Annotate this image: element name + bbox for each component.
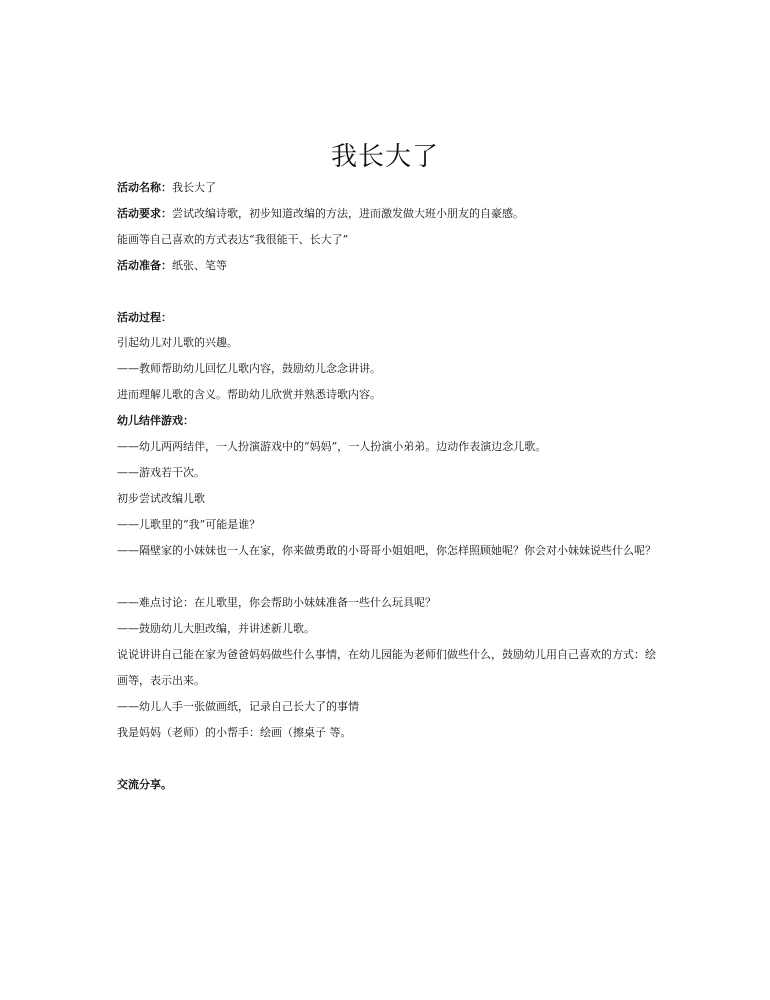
- paragraph-line: 引起幼儿对儿歌的兴趣。: [117, 336, 238, 349]
- activity-name-label: 活动名称：: [117, 181, 172, 194]
- preparation-value: 纸张、笔等: [172, 259, 227, 272]
- paragraph-line: ——幼儿两两结伴，一人扮演游戏中的“妈妈”，一人扮演小弟弟。边动作表演边念儿歌。: [117, 440, 547, 453]
- preparation-line: [117, 258, 657, 274]
- requirements-line: [117, 206, 657, 222]
- document-title: 我长大了: [330, 142, 439, 172]
- paragraph-line: ——鼓励幼儿大胆改编，并讲述新儿歌。: [117, 622, 315, 635]
- paragraph-line: 进而理解儿歌的含义。帮助幼儿欣赏并熟悉诗歌内容。: [117, 388, 381, 401]
- paragraph-line: ——儿歌里的“我”可能是谁？: [117, 518, 261, 531]
- process-heading: 活动过程：: [117, 311, 172, 324]
- share-heading: 交流分享。: [117, 778, 172, 791]
- requirements-value: 尝试改编诗歌，初步知道改编的方法，进而激发做大班小朋友的自豪感。: [172, 207, 524, 220]
- paragraph-line: ——教师帮助幼儿回忆儿歌内容，鼓励幼儿念念讲讲。: [117, 362, 381, 375]
- paragraph-line: ——隔壁家的小妹妹也一人在家，你来做勇敢的小哥哥小姐姐吧，你怎样照顾她呢？你会对小妹妹说些什么呢？: [117, 544, 656, 557]
- activity-name-line: [117, 180, 657, 196]
- paragraph-line: ——难点讨论：在儿歌里，你会帮助小妹妹准备一些什么玩具呢？: [117, 596, 436, 609]
- paragraph-line: 说说讲讲自己能在家为爸爸妈妈做些什么事情，在幼儿园能为老师们做些什么，鼓励幼儿用自己喜欢的方式：绘画等，表示出来。: [117, 648, 656, 687]
- requirements-line-2: 能画等自己喜欢的方式表达“我很能干、长大了”: [117, 233, 349, 246]
- paragraph-line: ——游戏若干次。: [117, 466, 205, 479]
- requirements-label: 活动要求：: [117, 207, 172, 220]
- paragraph-line: 初步尝试改编儿歌: [117, 492, 205, 505]
- preparation-label: 活动准备：: [117, 259, 172, 272]
- pair-game-heading: 幼儿结伴游戏：: [117, 414, 194, 427]
- paragraph-line: ——幼儿人手一张做画纸，记录自己长大了的事情: [117, 700, 359, 713]
- activity-name-value: 我长大了: [172, 181, 216, 194]
- paragraph-line: 我是妈妈（老师）的小帮手：绘画（擦桌子 等。: [117, 726, 352, 739]
